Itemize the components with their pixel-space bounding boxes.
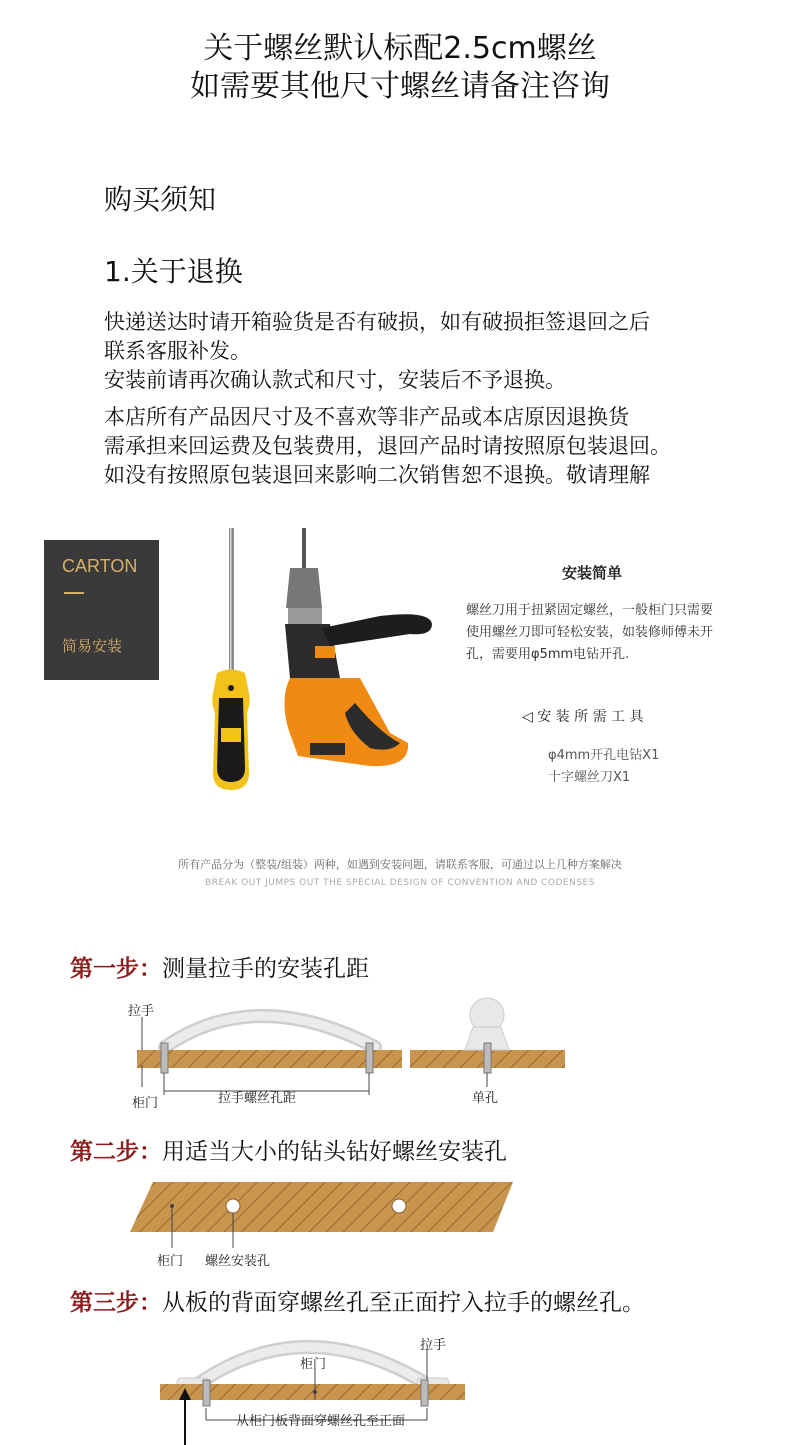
step-1-text: 测量拉手的安装孔距 bbox=[162, 956, 369, 982]
returns-line: 联系客服补发。 bbox=[104, 339, 251, 363]
label-single-hole: 单孔 bbox=[472, 1091, 499, 1106]
screw-notice-line2: 如需要其他尺寸螺丝请备注咨询 bbox=[190, 69, 610, 104]
label-through-hole: 从柜门板背面穿螺丝孔至正面 bbox=[236, 1414, 406, 1429]
install-desc-line: 螺丝刀用于扭紧固定螺丝，一般柜门只需要 bbox=[466, 603, 714, 618]
section-title-returns: 1.关于退换 bbox=[104, 255, 243, 288]
label-door-2: 柜门 bbox=[157, 1254, 184, 1269]
label-handle-3: 拉手 bbox=[420, 1338, 447, 1353]
label-screw-hole: 螺丝安装孔 bbox=[205, 1254, 271, 1269]
carton-divider bbox=[64, 592, 84, 594]
returns-line: 本店所有产品因尺寸及不喜欢等非产品或本店原因退换货 bbox=[104, 405, 629, 429]
returns-line: 快递送达时请开箱验货是否有破损，如有破损拒签退回之后 bbox=[104, 310, 650, 334]
install-footnote: 所有产品分为（整装/组装）两种，如遇到安装问题，请联系客服，可通过以上几种方案解决 bbox=[178, 858, 622, 871]
tool-item: φ4mm开孔电钻X1 bbox=[548, 748, 660, 763]
easy-install-label: 简易安装 bbox=[62, 637, 123, 655]
carton-badge bbox=[44, 540, 159, 680]
screw-notice-line1: 关于螺丝默认标配2.5cm螺丝 bbox=[203, 31, 597, 66]
returns-line: 如没有按照原包装退回来影响二次销售恕不退换。敬请理解 bbox=[104, 463, 650, 487]
purchase-title: 购买须知 bbox=[104, 183, 217, 216]
tool-item: 十字螺丝刀X1 bbox=[548, 770, 631, 785]
step-2-title bbox=[70, 1133, 507, 1166]
install-desc-line: 孔，需要用φ5mm电钻开孔. bbox=[466, 647, 630, 662]
step-2-text: 用适当大小的钻头钻好螺丝安装孔 bbox=[162, 1139, 507, 1165]
tools-heading: ◁ 安 装 所 需 工 具 bbox=[522, 709, 644, 725]
step-3-title bbox=[70, 1284, 645, 1317]
step-1-number: 第一步： bbox=[70, 956, 162, 982]
step-3-number: 第三步： bbox=[70, 1290, 162, 1316]
screwdriver-icon bbox=[205, 528, 260, 798]
returns-line: 安装前请再次确认款式和尺寸，安装后不予退换。 bbox=[104, 368, 566, 392]
step-1-title bbox=[70, 950, 369, 983]
install-footnote-en: BREAK OUT JUMPS OUT THE SPECIAL DESIGN OF CONVENTION AND CODENSES bbox=[205, 878, 595, 888]
step-3-text: 从板的背面穿螺丝孔至正面拧入拉手的螺丝孔。 bbox=[162, 1290, 645, 1316]
tools-list bbox=[548, 745, 659, 789]
step-2-number: 第二步： bbox=[70, 1139, 162, 1165]
carton-label: CARTON bbox=[62, 556, 138, 576]
returns-line: 需承担来回运费及包装费用，退回产品时请按照原包装退回。 bbox=[104, 434, 671, 458]
label-door-3: 柜门 bbox=[300, 1357, 327, 1372]
install-desc-line: 使用螺丝刀即可轻松安装，如装修师傅未开 bbox=[466, 625, 714, 640]
step-2-diagram bbox=[125, 1178, 525, 1248]
drill-icon bbox=[260, 528, 440, 773]
label-door: 柜门 bbox=[132, 1096, 159, 1111]
install-description bbox=[466, 600, 713, 666]
label-handle: 拉手 bbox=[128, 1004, 155, 1019]
step-1-diagram bbox=[125, 995, 575, 1105]
label-hole-distance: 拉手螺丝孔距 bbox=[218, 1091, 297, 1106]
install-heading: 安装简单 bbox=[562, 564, 623, 582]
